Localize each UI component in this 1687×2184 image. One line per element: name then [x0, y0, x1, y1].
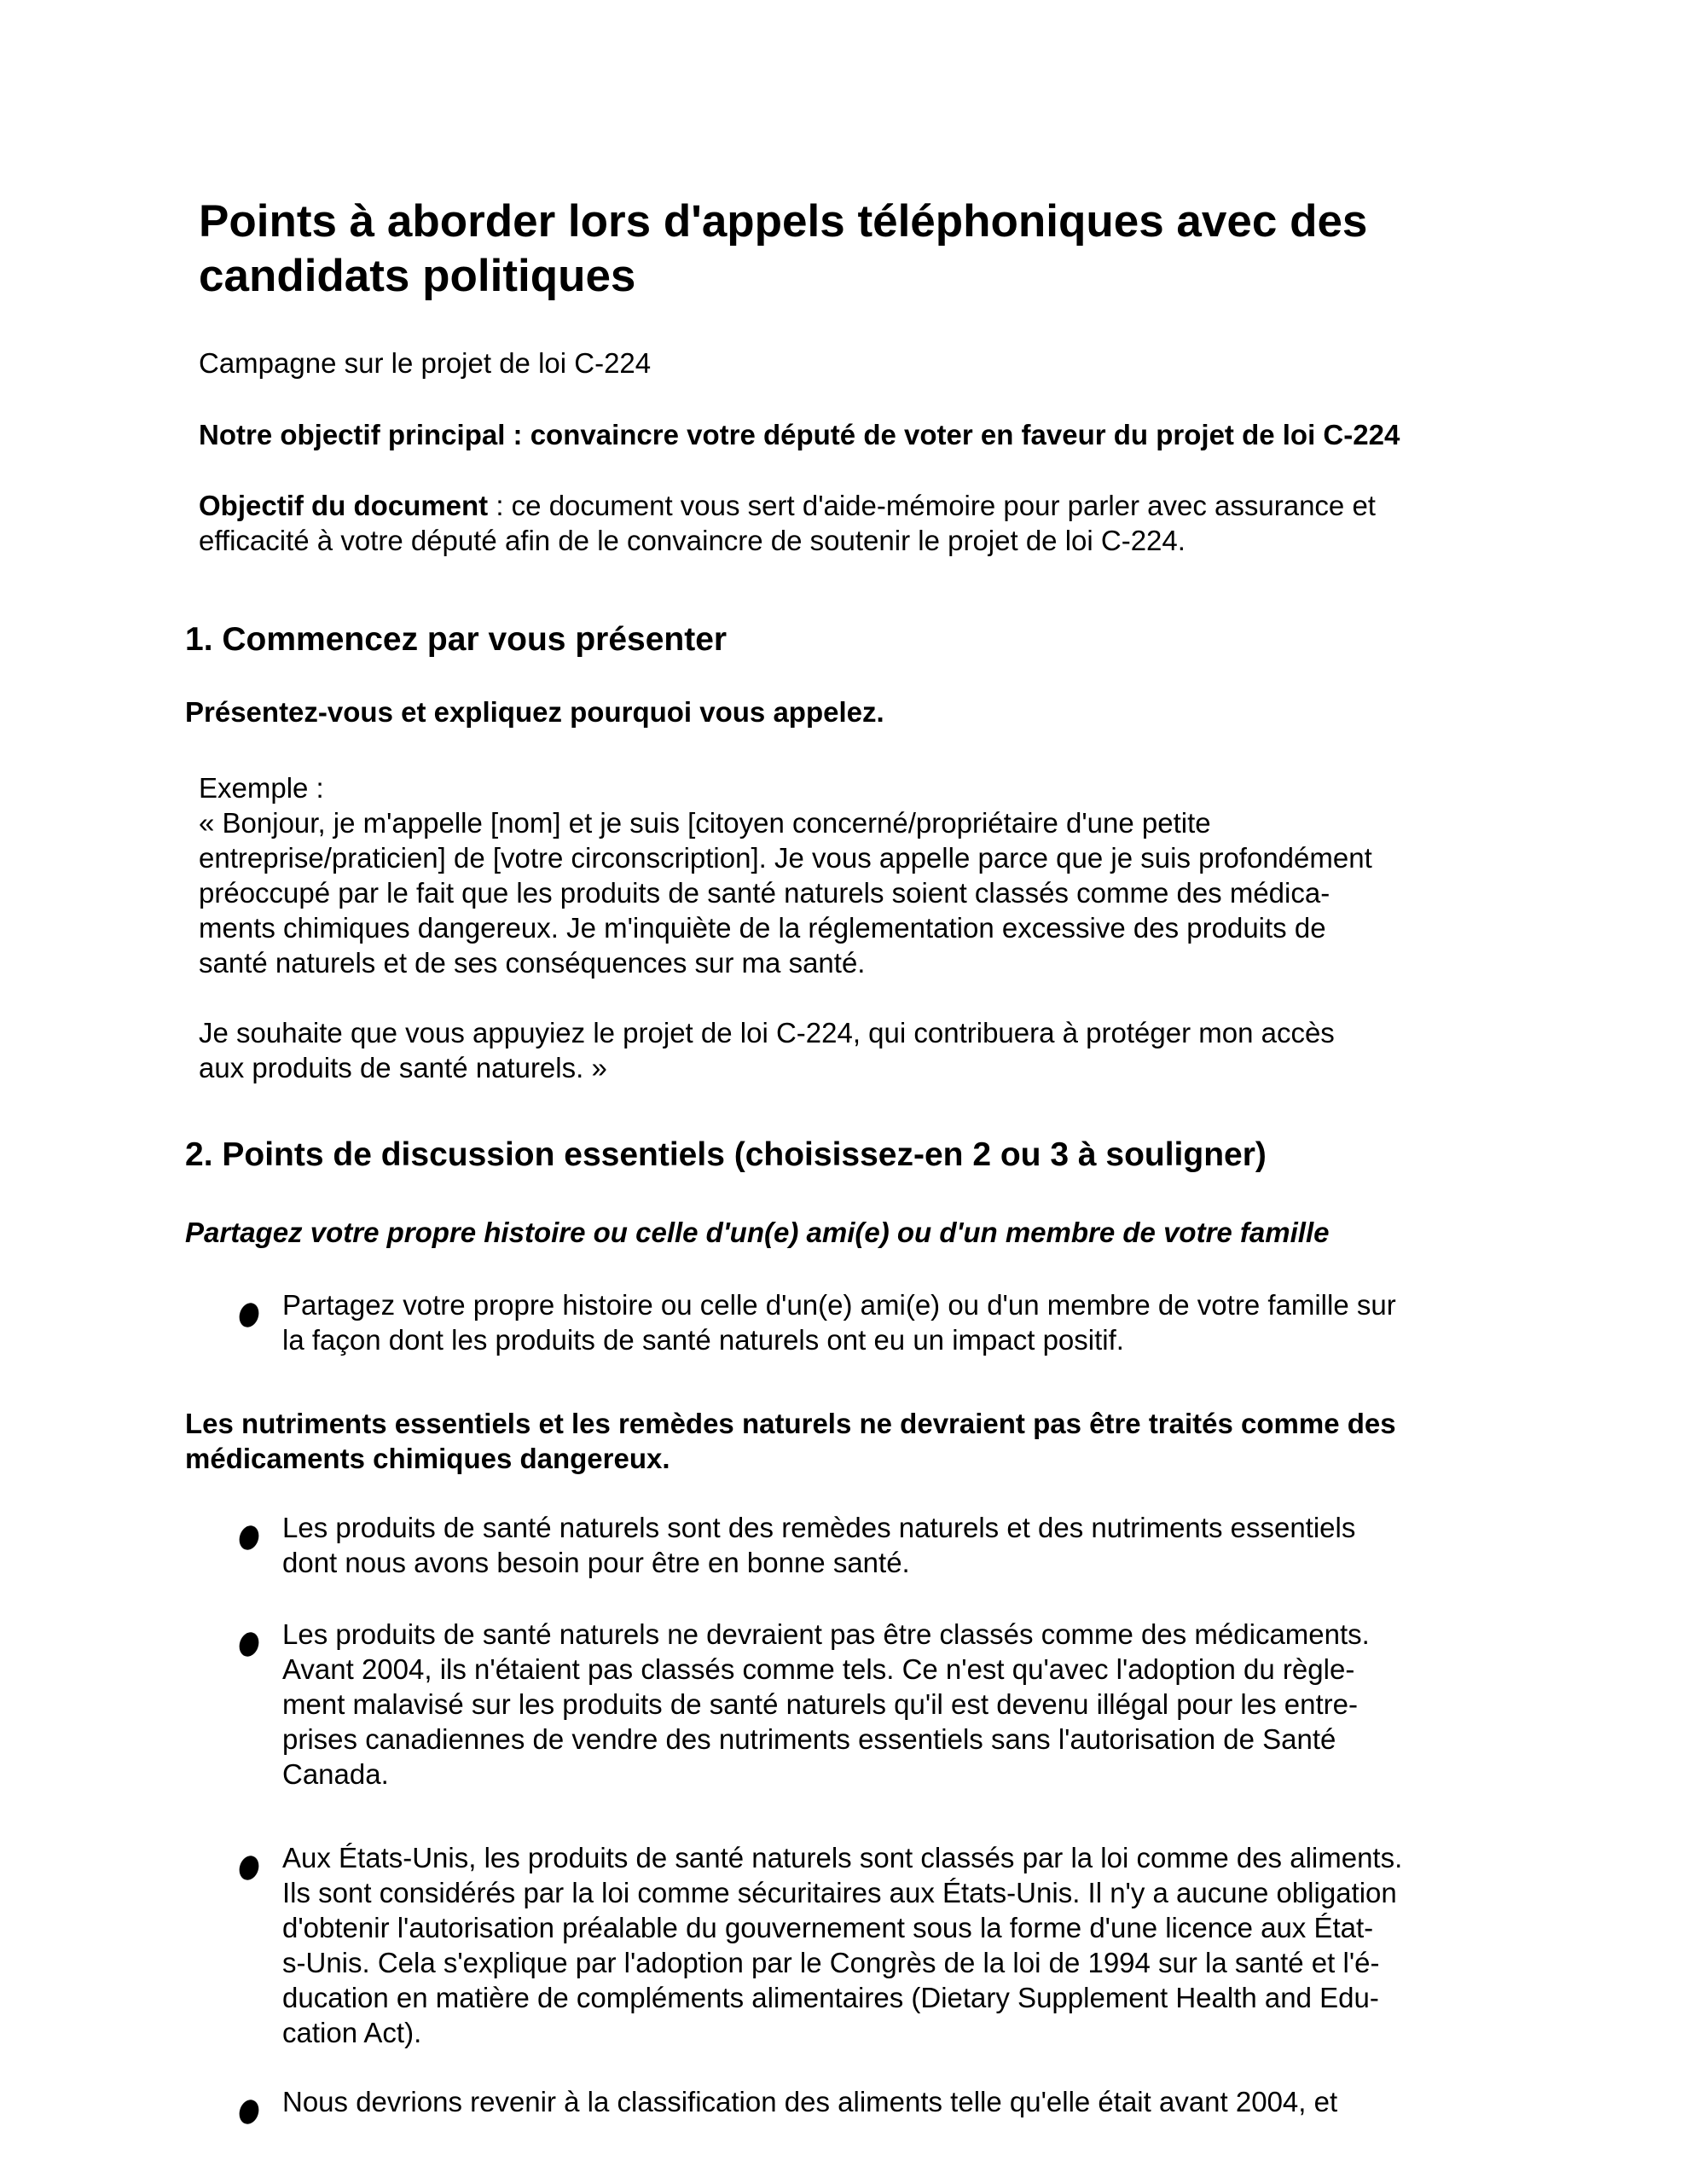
- example-label: Exemple :: [199, 772, 324, 804]
- section-1-subheading: Présentez-vous et expliquez pourquoi vous appelez.: [185, 696, 884, 728]
- bullet-line: Avant 2004, ils n'étaient pas classés comme tels. Ce n'est qu'avec l'adoption du règle-: [282, 1653, 1355, 1685]
- bullet-icon: [236, 1523, 262, 1552]
- example-line: ments chimiques dangereux. Je m'inquiète de la réglementation excessive des produits de: [199, 912, 1326, 944]
- title-line-2: candidats politiques: [199, 251, 636, 301]
- subheading-line: médicaments chimiques dangereux.: [185, 1443, 670, 1474]
- bullet-line: dont nous avons besoin pour être en bonne santé.: [282, 1547, 910, 1578]
- bullet-line: d'obtenir l'autorisation préalable du gouvernement sous la forme d'une licence aux État-: [282, 1912, 1374, 1943]
- bullet-line: prises canadiennes de vendre des nutriments essentiels sans l'autorisation de Santé: [282, 1723, 1336, 1755]
- example-block: [199, 770, 1372, 980]
- document-objective: [199, 488, 1376, 558]
- bullet-line: s-Unis. Cela s'explique par l'adoption par le Congrès de la loi de 1994 sur la santé et l'é-: [282, 1947, 1380, 1978]
- bullet-text: [282, 1510, 1355, 1580]
- document-objective-text-1: : ce document vous sert d'aide-mémoire pour parler avec assurance et: [488, 490, 1376, 521]
- bullet-line: ment malavisé sur les produits de santé naturels qu'il est devenu illégal pour les entre-: [282, 1688, 1358, 1720]
- title-line-1: Points à aborder lors d'appels téléphoniques avec des: [199, 196, 1368, 247]
- bullet-line: Les produits de santé naturels sont des remèdes naturels et des nutriments essentiels: [282, 1512, 1356, 1543]
- bullet-icon: [236, 1853, 262, 1882]
- closing-line: Je souhaite que vous appuyiez le projet de loi C-224, qui contribuera à protéger mon accès: [199, 1017, 1335, 1048]
- section-2-story-subheading: Partagez votre propre histoire ou celle d'un(e) ami(e) ou d'un membre de votre famille: [185, 1217, 1330, 1248]
- closing-line: aux produits de santé naturels. »: [199, 1052, 607, 1083]
- bullet-line: Canada.: [282, 1758, 389, 1790]
- bullet-line: la façon dont les produits de santé naturels ont eu un impact positif.: [282, 1324, 1124, 1356]
- bullet-icon: [236, 2097, 262, 2126]
- bullet-line: Ils sont considérés par la loi comme sécuritaires aux États-Unis. Il n'y a aucune obligation: [282, 1877, 1397, 1908]
- example-line: « Bonjour, je m'appelle [nom] et je suis [citoyen concerné/propriétaire d'une petite: [199, 807, 1211, 839]
- subheading-line: Les nutriments essentiels et les remèdes naturels ne devraient pas être traités comme des: [185, 1408, 1396, 1439]
- document-title: [199, 195, 1563, 304]
- document-objective-label: Objectif du document: [199, 490, 489, 521]
- bullet-line: Partagez votre propre histoire ou celle d'un(e) ami(e) ou d'un membre de votre famille sur: [282, 1289, 1396, 1321]
- campaign-subtitle: Campagne sur le projet de loi C-224: [199, 347, 652, 379]
- bullet-line: ducation en matière de compléments alimentaires (Dietary Supplement Health and Edu-: [282, 1982, 1379, 2013]
- section-1-heading: 1. Commencez par vous présenter: [185, 621, 728, 658]
- bullet-icon: [236, 1300, 262, 1329]
- main-objective: Notre objectif principal : convaincre votre député de voter en faveur du projet de loi C-224: [199, 419, 1400, 450]
- bullet-text: [282, 1840, 1402, 2050]
- bullet-text: [282, 1287, 1396, 1357]
- section-2-heading: 2. Points de discussion essentiels (choisissez-en 2 ou 3 à souligner): [185, 1136, 1267, 1173]
- example-line: préoccupé par le fait que les produits de santé naturels soient classés comme des médica-: [199, 877, 1330, 909]
- example-line: entreprise/praticien] de [votre circonscription]. Je vous appelle parce que je suis profondément: [199, 842, 1372, 874]
- document-objective-text-2: efficacité à votre député afin de le convaincre de soutenir le projet de loi C-224.: [199, 525, 1186, 556]
- section-2-nutrients-subheading: [185, 1406, 1396, 1476]
- example-line: santé naturels et de ses conséquences sur ma santé.: [199, 947, 866, 979]
- bullet-line: cation Act).: [282, 2017, 422, 2048]
- bullet-line: Aux États-Unis, les produits de santé naturels sont classés par la loi comme des aliments.: [282, 1842, 1403, 1873]
- bullet-text: [282, 1617, 1370, 1792]
- example-closing: [199, 1015, 1335, 1085]
- bullet-line: Les produits de santé naturels ne devraient pas être classés comme des médicaments.: [282, 1618, 1370, 1650]
- bullet-line: Nous devrions revenir à la classification des aliments telle qu'elle était avant 2004, et: [282, 2086, 1338, 2117]
- bullet-text: [282, 2084, 1337, 2119]
- bullet-icon: [236, 1629, 262, 1658]
